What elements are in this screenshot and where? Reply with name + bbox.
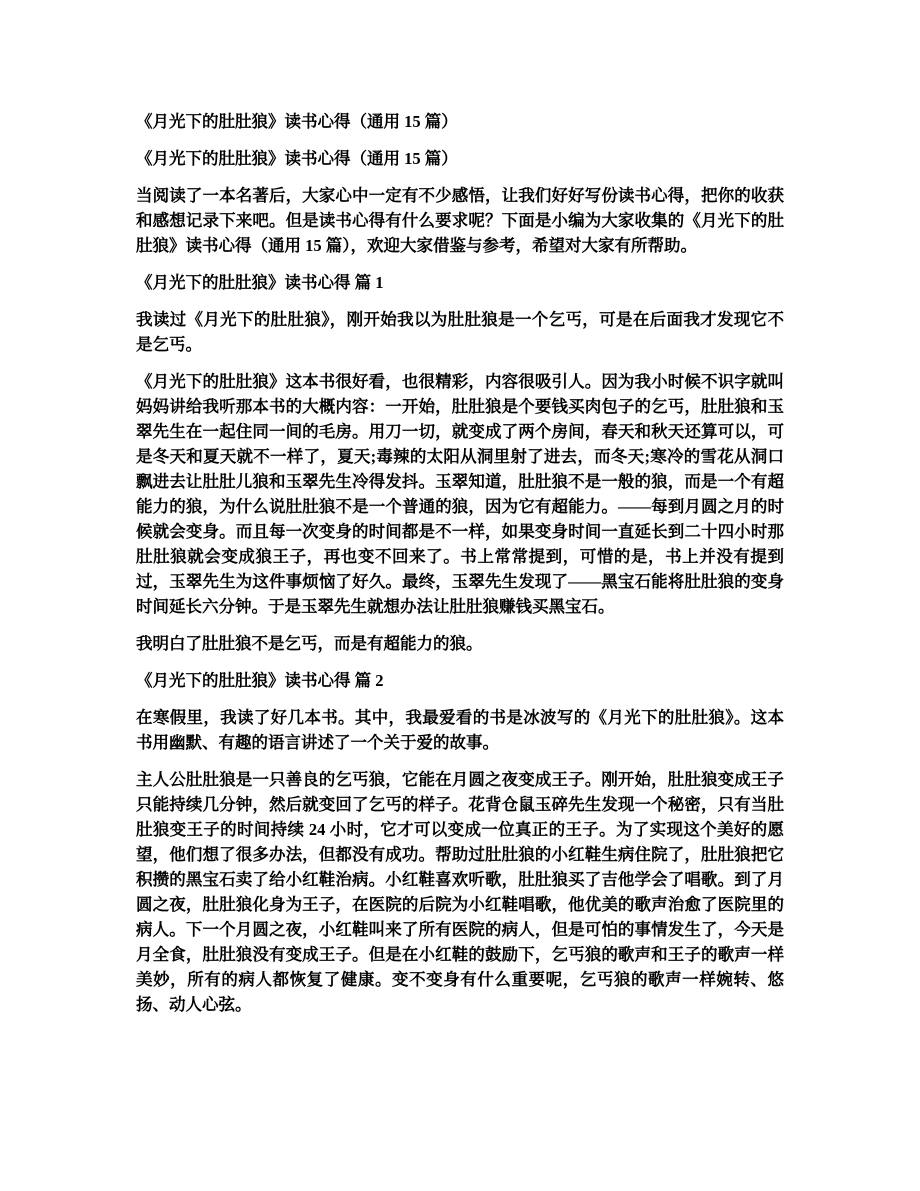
section-2-paragraph-2: 主人公肚肚狼是一只善良的乞丐狼，它能在月圆之夜变成王子。刚开始，肚肚狼变成王子只能持续几分钟，然后就变回了乞丐的样子。花背仓鼠玉碎先生发现一个秘密，只有当肚肚狼变王子的时间持续 24 小时，它才可以变成一位真正的王子。为了实现这个美好的愿望，他们想了很多办法，但都没有成功。帮助过肚肚狼的小红鞋生病住院了，肚肚狼把它积攒的黑宝石卖了给小红鞋治病。小红鞋喜欢听歌，肚肚狼买了吉他学会了唱歌。到了月圆之夜，肚肚狼化身为王子，在医院的后院为小红鞋唱歌，他优美的歌声治愈了医院里的病人。下一个月圆之夜，小红鞋叫来了所有医院的病人，但是可怕的事情发生了，今天是月全食，肚肚狼没有变成王子。但是在小红鞋的鼓励下，乞丐狼的歌声和王子的歌声一样美妙，所有的病人都恢复了健康。变不变身有什么重要呢，乞丐狼的歌声一样婉转、悠扬、动人心弦。 [136, 770, 784, 1014]
section-2-paragraph-1: 在寒假里，我读了好几本书。其中，我最爱看的书是冰波写的《月光下的肚肚狼》。这本书用幽默、有趣的语言讲述了一个关于爱的故事。 [136, 708, 784, 752]
doc-title-line-2: 《月光下的肚肚狼》读书心得（通用 15 篇） [136, 149, 458, 168]
section-1-heading: 《月光下的肚肚狼》读书心得 篇 1 [136, 273, 384, 292]
doc-title-line-1: 《月光下的肚肚狼》读书心得（通用 15 篇） [136, 112, 458, 131]
section-2-heading: 《月光下的肚肚狼》读书心得 篇 2 [136, 671, 384, 690]
section-1-paragraph-1: 我读过《月光下的肚肚狼》，刚开始我以为肚肚狼是一个乞丐，可是在后面我才发现它不是乞丐。 [136, 310, 784, 354]
document-text-block [136, 109, 784, 1029]
intro-paragraph: 当阅读了一本名著后，大家心中一定有不少感悟，让我们好好写份读书心得，把你的收获和感想记录下来吧。但是读书心得有什么要求呢？下面是小编为大家收集的《月光下的肚肚狼》读书心得（通用 15 篇），欢迎大家借鉴与参考，希望对大家有所帮助。 [136, 186, 784, 255]
section-1-paragraph-2: 《月光下的肚肚狼》这本书很好看，也很精彩，内容很吸引人。因为我小时候不识字就叫妈妈讲给我听那本书的大概内容：一开始，肚肚狼是个要钱买肉包子的乞丐，肚肚狼和玉翠先生在一起住同一间的毛房。用刀一切，就变成了两个房间，春天和秋天还算可以，可是冬天和夏天就不一样了，夏天;毒辣的太阳从洞里射了进去，而冬天;寒冷的雪花从洞口飘进去让肚肚儿狼和玉翠先生冷得发抖。玉翠知道，肚肚狼不是一般的狼，而是一个有超能力的狼，为什么说肚肚狼不是一个普通的狼，因为它有超能力。——每到月圆之月的时候就会变身。而且每一次变身的时间都是不一样，如果变身时间一直延长到二十四小时那肚肚狼就会变成狼王子，再也变不回来了。书上常常提到，可惜的是，书上并没有提到过，玉翠先生为这件事烦恼了好久。最终，玉翠先生发现了——黑宝石能将肚肚狼的变身时间延长六分钟。于是玉翠先生就想办法让肚肚狼赚钱买黑宝石。 [136, 372, 784, 616]
section-1-paragraph-3: 我明白了肚肚狼不是乞丐，而是有超能力的狼。 [136, 634, 483, 653]
